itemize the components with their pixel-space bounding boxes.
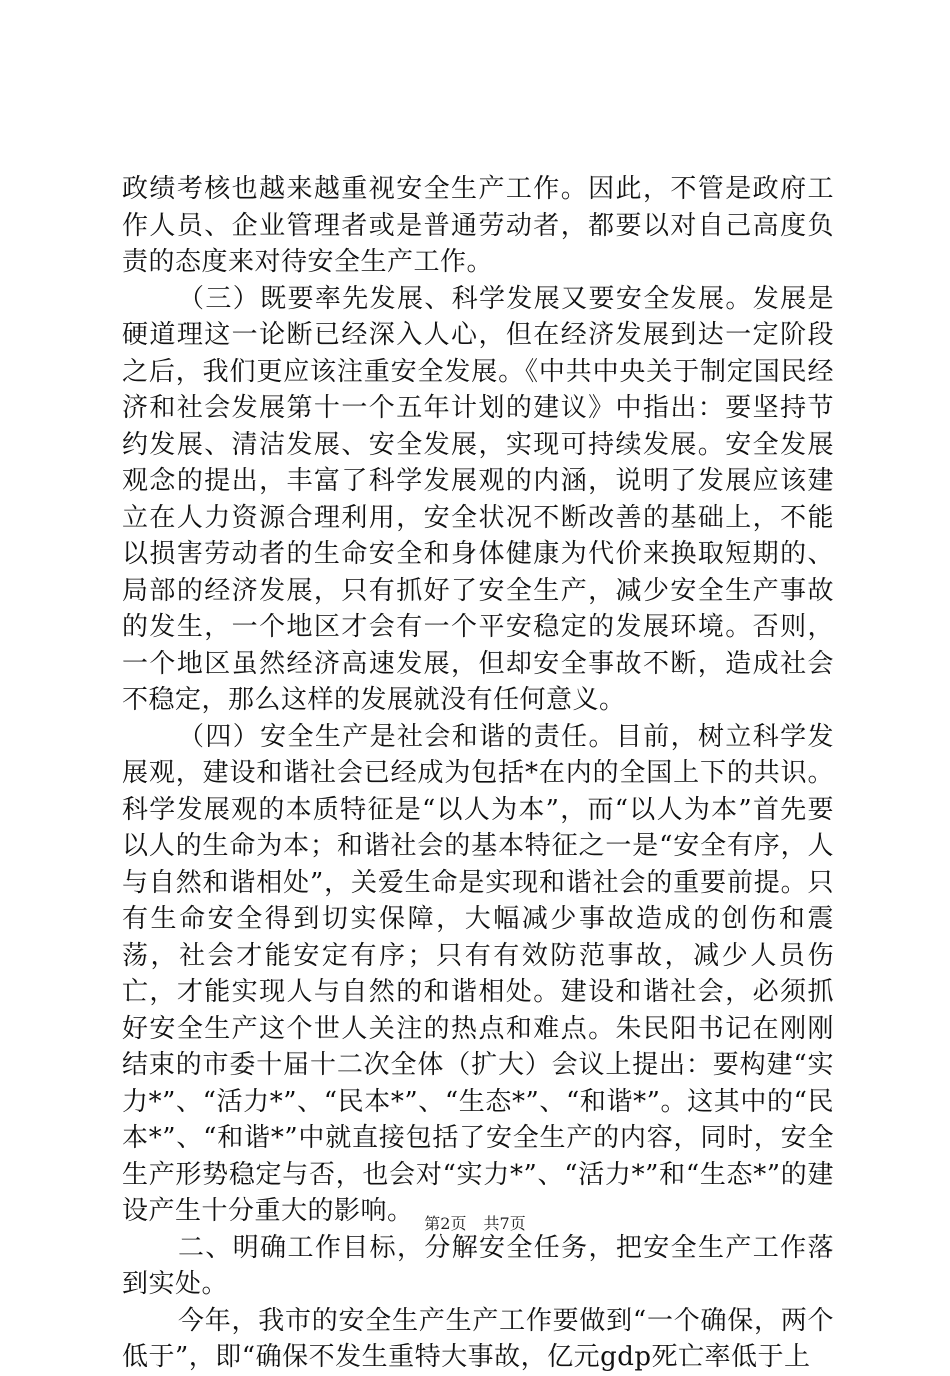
paragraph-continuation: 政绩考核也越来越重视安全生产工作。因此，不管是政府工作人员、企业管理者或是普通劳动者，都要以对自己高度负责的态度来对待安全生产工作。 (122, 174, 834, 277)
heading-section-two: 二、明确工作目标，分解安全任务，把安全生产工作落到实处。 (122, 1232, 834, 1299)
paragraph-this-year: 今年，我市的安全生产生产工作要做到“一个确保，两个低于”，即“确保不发生重特大事故，亿元gdp死亡率低于上 (122, 1305, 834, 1372)
page-footer (0, 1211, 950, 1234)
page-number: 第2页 (424, 1214, 467, 1233)
page-total: 共7页 (483, 1214, 526, 1233)
paragraph-section-three: （三）既要率先发展、科学发展又要安全发展。发展是硬道理这一论断已经深入人心，但在经济发展到达一定阶段之后，我们更应该注重安全发展。《中共中央关于制定国民经济和社会发展第十一个五年计划的建议》中指出：要坚持节约发展、清洁发展、安全发展，实现可持续发展。安全发展观念的提出，丰富了科学发展观的内涵，说明了发展应该建立在人力资源合理利用，安全状况不断改善的基础上，不能以损害劳动者的生命安全和身体健康为代价来换取短期的、局部的经济发展，只有抓好了安全生产，减少安全生产事故的发生，一个地区才会有一个平安稳定的发展环境。否则，一个地区虽然经济高速发展，但却安全事故不断，造成社会不稳定，那么这样的发展就没有任何意义。 (122, 283, 834, 715)
document-body (122, 171, 834, 1376)
paragraph-section-four: （四）安全生产是社会和谐的责任。目前，树立科学发展观，建设和谐社会已经成为包括*在内的全国上下的共识。科学发展观的本质特征是“以人为本”，而“以人为本”首先要以人的生命为本；和谐社会的基本特征之一是“安全有序，人与自然和谐相处”，关爱生命是实现和谐社会的重要前提。只有生命安全得到切实保障，大幅减少事故造成的创伤和震荡，社会才能安定有序；只有有效防范事故，减少人员伤亡，才能实现人与自然的和谐相处。建设和谐社会，必须抓好安全生产这个世人关注的热点和难点。朱民阳书记在刚刚结束的市委十届十二次全体（扩大）会议上提出：要构建“实力*”、“活力*”、“民本*”、“生态*”、“和谐*”。这其中的“民本*”、“和谐*”中就直接包括了安全生产的内容，同时，安全生产形势稳定与否，也会对“实力*”、“活力*”和“生态*”的建设产生十分重大的影响。 (122, 721, 834, 1226)
